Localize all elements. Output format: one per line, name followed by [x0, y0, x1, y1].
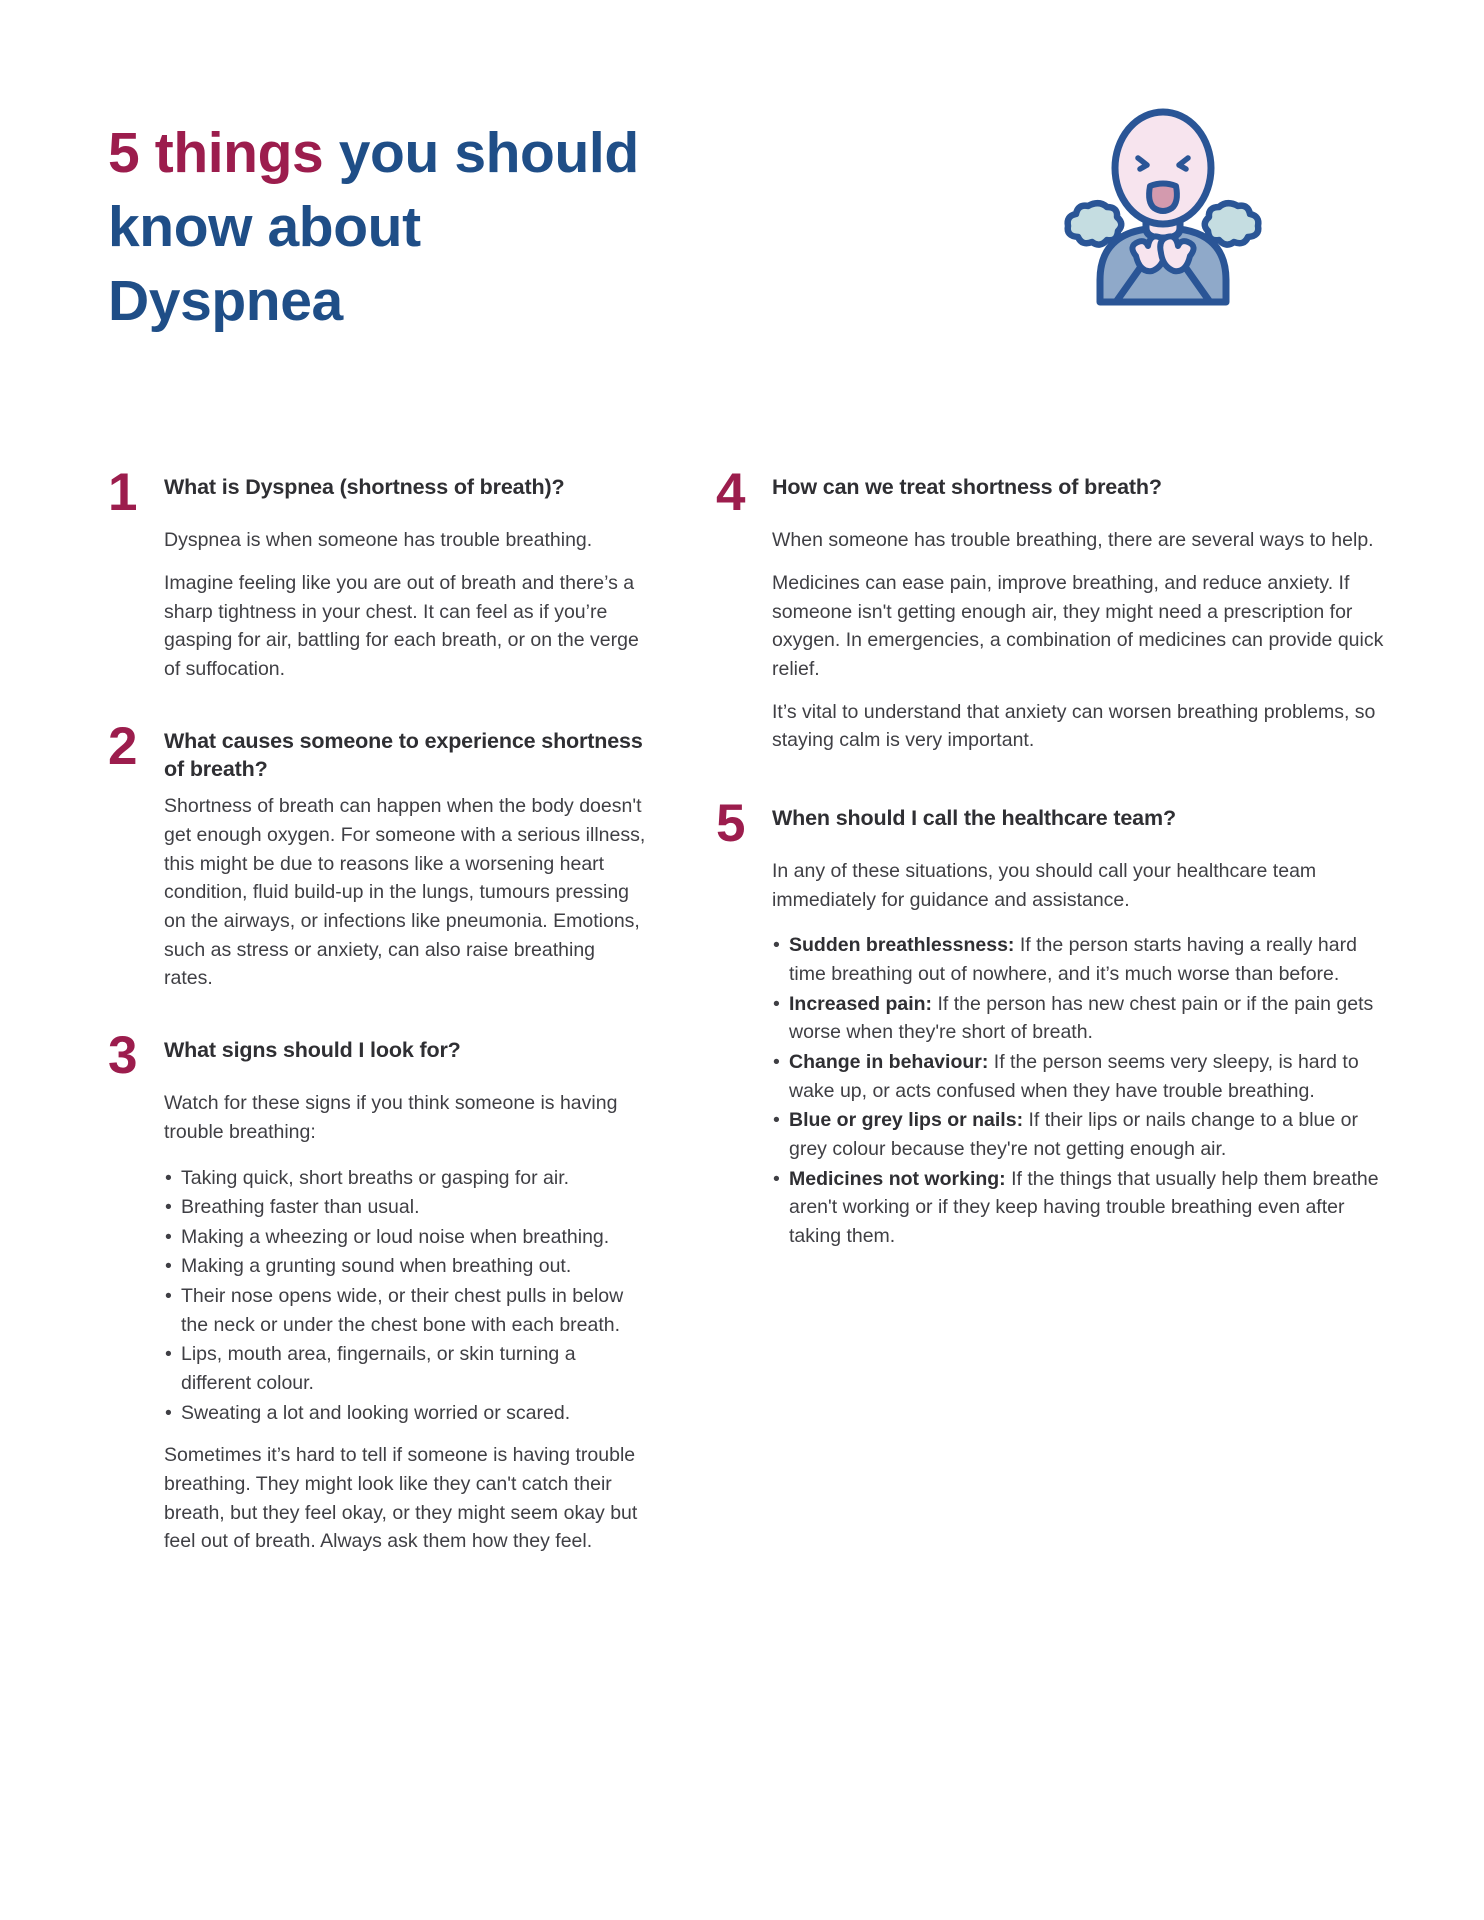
- section-5-paragraph-1: In any of these situations, you should call your healthcare team immediately for guidance and assistance.: [772, 860, 1317, 911]
- section-4-header: [716, 463, 1384, 522]
- title-line2: know about: [108, 195, 421, 260]
- content-columns: [108, 463, 1384, 1562]
- section-2-header: [108, 716, 648, 784]
- section-4-paragraph-2: Medicines can ease pain, improve breathing, and reduce anxiety. If someone isn't getting enough air, they might need a prescription for oxygen. In emergencies, a combination of medicines can provide quick relief.: [772, 571, 1384, 680]
- section-4-paragraph-3: It’s vital to understand that anxiety can worsen breathing problems, so staying calm is very important.: [772, 700, 1376, 752]
- list-item-text: If their lips or nails change to a blue or grey colour because they're not getting enough air.: [789, 1109, 1358, 1161]
- list-item-text: If the things that usually help them breathe aren't working or if they keep having trouble breathing even after taking them.: [789, 1167, 1379, 1248]
- list-item-text: If the person starts having a really hard time breathing out of nowhere, and it’s much worse than before.: [789, 934, 1357, 986]
- section-5: [716, 793, 1384, 1251]
- list-item: • Breathing faster than usual.: [164, 1193, 648, 1222]
- section-5-body: [716, 857, 1384, 1251]
- section-3-body: [108, 1089, 648, 1556]
- section-1-paragraph-2: Imagine feeling like you are out of breath and there’s a sharp tightness in your chest. It can feel as if you’re gasping for air, battling for each breath, or on the verge of suffocation.: [164, 571, 639, 680]
- person-short-of-breath-illustration: [1058, 106, 1268, 311]
- list-item: • Taking quick, short breaths or gasping for air.: [164, 1164, 648, 1193]
- title-rest-line1: you should: [323, 121, 639, 186]
- list-item-label: Medicines not working:: [789, 1167, 1006, 1190]
- list-item: [772, 990, 1384, 1047]
- section-4-paragraph-1: When someone has trouble breathing, there are several ways to help.: [772, 529, 1374, 552]
- section-1-body: [108, 526, 648, 683]
- list-item-label: Sudden breathlessness:: [789, 934, 1015, 957]
- section-3-bullet-list: [164, 1164, 648, 1428]
- section-5-header: [716, 793, 1384, 853]
- list-item-label: Change in behaviour:: [789, 1051, 989, 1074]
- section-1-header: [108, 463, 648, 522]
- section-1: [108, 463, 648, 684]
- list-item-label: Increased pain:: [789, 992, 933, 1015]
- section-2-heading: What causes someone to experience shortness of breath?: [164, 728, 643, 781]
- list-item: [772, 1048, 1384, 1105]
- section-5-bullet-list: [772, 931, 1384, 1250]
- list-item-label: Blue or grey lips or nails:: [789, 1109, 1024, 1132]
- section-1-paragraph-1: Dyspnea is when someone has trouble breathing.: [164, 529, 593, 552]
- section-5-heading: When should I call the healthcare team?: [772, 805, 1176, 830]
- section-2-paragraph-1: Shortness of breath can happen when the body doesn't get enough oxygen. For someone with a serious illness, this might be due to reasons like a worsening heart condition, fluid build-up in the lungs, tumours pressing on the airways, or infections like pneumonia. Emotions, such as stress or anxiety, can also raise breathing rates.: [164, 795, 646, 990]
- list-item: • Lips, mouth area, fingernails, or skin turning a different colour.: [164, 1340, 648, 1397]
- title-accent: 5 things: [108, 121, 324, 186]
- section-3: [108, 1025, 648, 1556]
- section-3-closing-paragraph: Sometimes it’s hard to tell if someone is having trouble breathing. They might look like they can't catch their breath, but they feel okay, or they might seem okay but feel out of breath. Always ask them how they feel.: [164, 1444, 638, 1553]
- section-5-number: 5: [716, 793, 745, 853]
- section-3-number: 3: [108, 1025, 137, 1085]
- list-item: • Sweating a lot and looking worried or scared.: [164, 1399, 648, 1428]
- list-item-text: If the person seems very sleepy, is hard to wake up, or acts confused when they have trouble breathing.: [789, 1051, 1359, 1102]
- section-1-heading: What is Dyspnea (shortness of breath)?: [164, 475, 565, 499]
- section-4-body: [716, 526, 1384, 755]
- title-line3: Dyspnea: [108, 269, 343, 334]
- section-4-heading: How can we treat shortness of breath?: [772, 475, 1162, 499]
- list-item: • Their nose opens wide, or their chest pulls in below the neck or under the chest bone with each breath.: [164, 1282, 648, 1339]
- section-4-number: 4: [716, 463, 745, 522]
- section-2-number: 2: [108, 716, 137, 776]
- page-title: [108, 116, 639, 338]
- hand-right-shape: [1160, 236, 1193, 271]
- list-item: [772, 1165, 1384, 1251]
- section-4: [716, 463, 1384, 755]
- section-2-body: [108, 792, 648, 993]
- page-header: [108, 78, 1388, 377]
- right-column: [716, 463, 1384, 1257]
- left-column: [108, 463, 648, 1562]
- section-3-header: [108, 1025, 648, 1085]
- list-item: [772, 931, 1384, 988]
- list-item: • Making a wheezing or loud noise when breathing.: [164, 1223, 648, 1252]
- list-item: [772, 1106, 1384, 1163]
- section-2: [108, 716, 648, 993]
- section-3-heading: What signs should I look for?: [164, 1037, 461, 1062]
- section-3-paragraph-1: Watch for these signs if you think someone is having trouble breathing:: [164, 1092, 618, 1143]
- list-item-text: If the person has new chest pain or if the pain gets worse when they're short of breath.: [789, 992, 1374, 1044]
- list-item: • Making a grunting sound when breathing out.: [164, 1252, 648, 1281]
- section-1-number: 1: [108, 463, 137, 522]
- mouth-shape: [1149, 184, 1177, 212]
